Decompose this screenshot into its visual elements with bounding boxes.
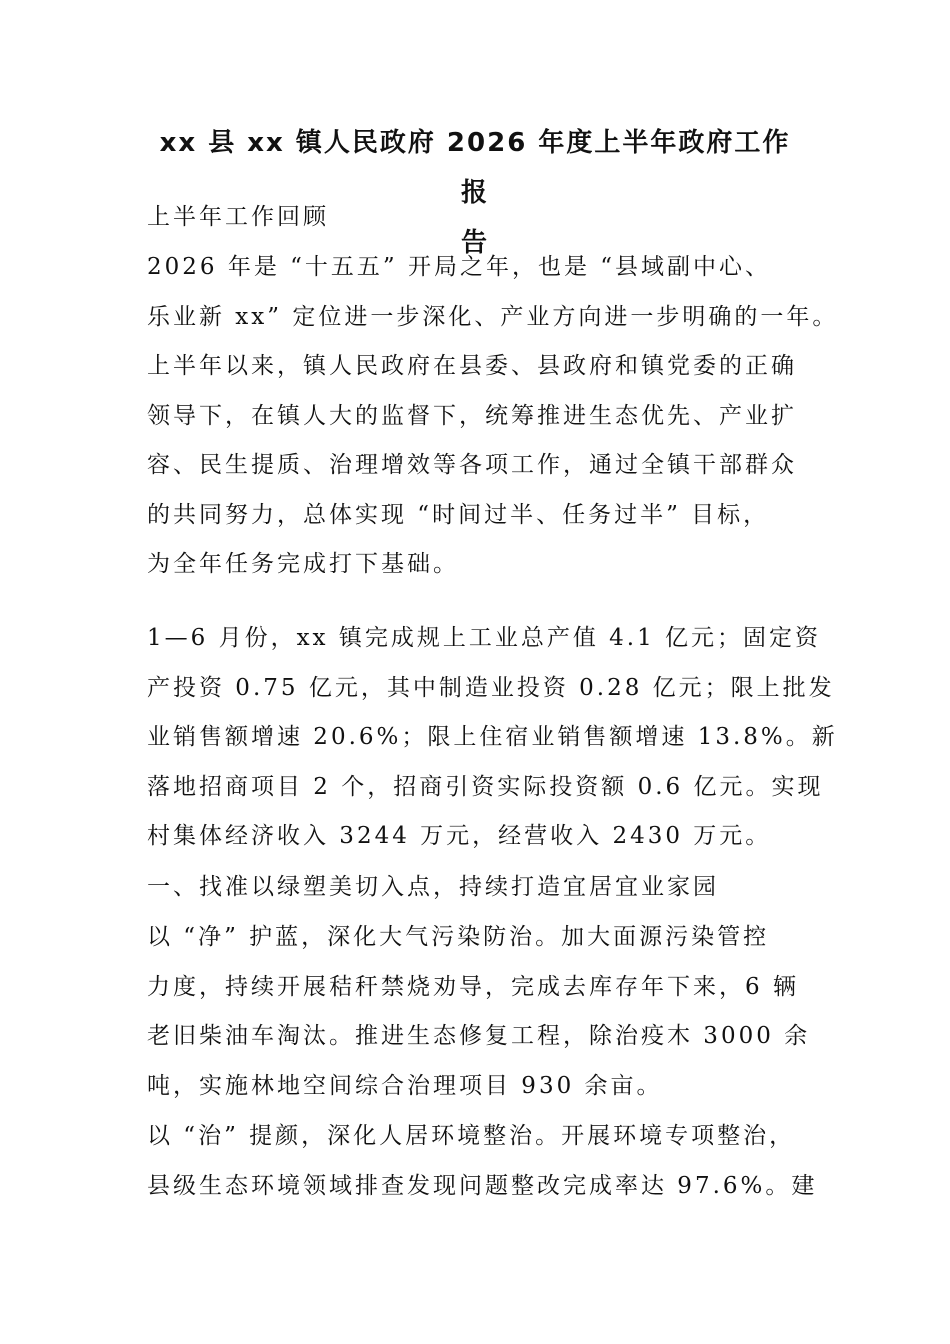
paragraph-line: 乐业新 xx” 定位进一步深化、产业方向进一步明确的一年。 — [147, 303, 839, 330]
paragraph-environment — [147, 1112, 837, 1211]
paragraph-air-pollution — [147, 913, 837, 1111]
paragraph-line: 以 “净” 护蓝，深化大气污染防治。加大面源污染管控 — [147, 924, 770, 950]
paragraph-line: 容、民生提质、治理增效等各项工作，通过全镇干部群众 — [147, 452, 797, 478]
section-heading-one: 一、找准以绿塑美切入点，持续打造宜居宜业家园 — [147, 874, 719, 900]
paragraph-line: 村集体经济收入 3244 万元，经营收入 2430 万元。 — [147, 823, 772, 849]
paragraph-statistics — [147, 614, 837, 862]
title-line-1: xx 县 xx 镇人民政府 2026 年度上半年政府工作报 — [159, 128, 791, 208]
section-heading-review: 上半年工作回顾 — [147, 204, 329, 230]
paragraph-line: 上半年以来，镇人民政府在县委、县政府和镇党委的正确 — [147, 353, 797, 379]
paragraph-line: 的共同努力，总体实现 “时间过半、任务过半” 目标， — [147, 501, 770, 528]
paragraph-line: 吨，实施林地空间综合治理项目 930 余亩。 — [147, 1072, 663, 1099]
paragraph-overview — [147, 243, 837, 590]
paragraph-line: 2026 年是 “十五五” 开局之年，也是 “县域副中心、 — [147, 254, 772, 280]
paragraph-line: 业销售额增速 20.6%；限上住宿业销售额增速 13.8%。新 — [147, 724, 838, 750]
paragraph-line: 老旧柴油车淘汰。推进生态修复工程，除治疫木 3000 余 — [147, 1023, 811, 1049]
paragraph-line: 领导下，在镇人大的监督下，统筹推进生态优先、产业扩 — [147, 402, 797, 429]
paragraph-line: 落地招商项目 2 个，招商引资实际投资额 0.6 亿元。实现 — [147, 773, 824, 800]
paragraph-line: 以 “治” 提颜，深化人居环境整治。开展环境专项整治， — [147, 1123, 796, 1149]
paragraph-line: 产投资 0.75 亿元，其中制造业投资 0.28 亿元；限上批发 — [147, 674, 835, 701]
title-line-2: 告 — [460, 228, 489, 258]
paragraph-line: 1—6 月份，xx 镇完成规上工业总产值 4.1 亿元；固定资 — [147, 625, 822, 651]
paragraph-line: 为全年任务完成打下基础。 — [147, 551, 459, 577]
paragraph-line: 县级生态环境领域排查发现问题整改完成率达 97.6%。建 — [147, 1172, 818, 1199]
paragraph-line: 力度，持续开展秸秆禁烧劝导，完成去库存年下来，6 辆 — [147, 973, 799, 1000]
